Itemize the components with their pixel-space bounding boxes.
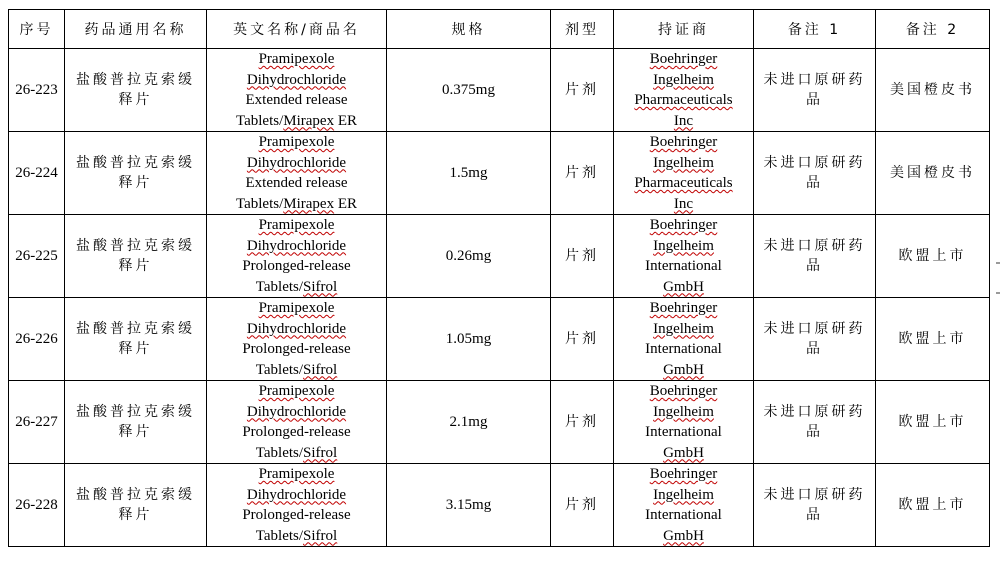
spellcheck-word: Pramipexole — [258, 383, 335, 399]
spellcheck-word: Boehringer — [649, 466, 718, 482]
english-name-cell — [207, 49, 387, 132]
spellcheck-word: Mirapex — [283, 112, 335, 129]
note-1-cell — [754, 49, 876, 132]
dosage-form-cell: 片剂 — [551, 132, 614, 215]
dosage-form-cell: 片剂 — [551, 381, 614, 464]
cell-line: 品 — [806, 258, 823, 274]
header-cell-note-1: 备注 1 — [754, 10, 876, 49]
cell-line: International — [645, 258, 722, 274]
spellcheck-word: Pramipexole — [258, 134, 335, 150]
spellcheck-word: Dihydrochloride — [246, 486, 347, 503]
header-cell-generic-name: 药品通用名称 — [65, 10, 207, 49]
cell-line: 未进口原研药 — [763, 154, 866, 171]
cell-line — [616, 153, 751, 174]
cell-line: 释片 — [118, 507, 153, 523]
english-name-cell — [207, 381, 387, 464]
row-number-cell: 26-225 — [9, 215, 65, 298]
cell-line: 未进口原研药 — [763, 320, 866, 337]
cell-line: 品 — [806, 341, 823, 357]
note-2-cell: 欧盟上市 — [876, 298, 990, 381]
cell-line: Tablets/Sifrol — [255, 361, 338, 378]
spellcheck-word: Ingelheim — [653, 154, 714, 171]
holder-cell — [614, 49, 754, 132]
cell-line: 品 — [806, 92, 823, 108]
header-row — [9, 10, 990, 49]
note-2-cell: 美国橙皮书 — [876, 132, 990, 215]
cell-line — [209, 319, 384, 340]
cell-line — [209, 70, 384, 91]
spellcheck-word: Ingelheim — [653, 71, 714, 88]
english-name-cell — [207, 215, 387, 298]
cell-line: 盐酸普拉克索缓 — [76, 71, 195, 88]
spellcheck-word: GmbH — [663, 278, 704, 295]
cell-line — [616, 132, 751, 153]
table-row — [9, 381, 990, 464]
cell-line — [616, 173, 751, 194]
note-1-cell — [754, 132, 876, 215]
spellcheck-word: Ingelheim — [653, 403, 714, 420]
cell-line — [616, 49, 751, 70]
english-name-cell — [207, 464, 387, 547]
cell-line: 盐酸普拉克索缓 — [76, 403, 195, 420]
holder-cell — [614, 298, 754, 381]
cell-line: 盐酸普拉克索缓 — [76, 486, 195, 503]
cell-line: Extended release — [245, 92, 348, 108]
cell-line: 盐酸普拉克索缓 — [76, 237, 195, 254]
spellcheck-word: Dihydrochloride — [246, 71, 347, 88]
spellcheck-word: Inc — [673, 195, 694, 212]
table-row — [9, 464, 990, 547]
holder-cell — [614, 132, 754, 215]
cell-line: Tablets/Sifrol — [255, 444, 338, 461]
cell-line: 释片 — [118, 258, 153, 274]
spellcheck-word: Ingelheim — [653, 486, 714, 503]
cell-line: Prolonged-release — [242, 424, 351, 440]
cell-line: 释片 — [118, 341, 153, 357]
cell-line — [616, 298, 751, 319]
cell-line: International — [645, 341, 722, 357]
cell-line — [616, 464, 751, 485]
spellcheck-word: Pharmaceuticals — [634, 175, 733, 191]
spellcheck-word: Pramipexole — [258, 217, 335, 233]
cell-line — [616, 236, 751, 257]
cell-line: Tablets/Mirapex ER — [235, 112, 358, 129]
cell-line — [209, 402, 384, 423]
cell-line — [209, 485, 384, 506]
spellcheck-word: Boehringer — [649, 300, 718, 316]
cell-line — [616, 277, 751, 298]
spellcheck-word: Dihydrochloride — [246, 237, 347, 254]
spellcheck-word: GmbH — [663, 361, 704, 378]
cell-line — [616, 402, 751, 423]
spec-cell: 0.26mg — [387, 215, 551, 298]
spellcheck-word: GmbH — [663, 444, 704, 461]
cell-line: International — [645, 424, 722, 440]
spellcheck-word: Boehringer — [649, 217, 718, 233]
cell-line: Tablets/Sifrol — [255, 278, 338, 295]
table-row — [9, 132, 990, 215]
dosage-form-cell: 片剂 — [551, 215, 614, 298]
edge-marker — [996, 292, 1000, 294]
cell-line: International — [645, 507, 722, 523]
holder-cell — [614, 381, 754, 464]
spellcheck-word: Boehringer — [649, 134, 718, 150]
cell-line — [616, 319, 751, 340]
cell-line — [209, 49, 384, 70]
note-1-cell — [754, 215, 876, 298]
header-cell-holder: 持证商 — [614, 10, 754, 49]
header-cell-dosage-form: 剂型 — [551, 10, 614, 49]
spellcheck-word: Boehringer — [649, 51, 718, 67]
cell-line — [616, 381, 751, 402]
cell-line: Tablets/Sifrol — [255, 527, 338, 544]
cell-line: 释片 — [118, 92, 153, 108]
note-2-cell: 欧盟上市 — [876, 215, 990, 298]
cell-line — [209, 215, 384, 236]
note-2-cell: 美国橙皮书 — [876, 49, 990, 132]
cell-line — [209, 464, 384, 485]
cell-line: 未进口原研药 — [763, 486, 866, 503]
generic-name-cell — [65, 381, 207, 464]
spec-cell: 0.375mg — [387, 49, 551, 132]
table-row — [9, 298, 990, 381]
spellcheck-word: Ingelheim — [653, 237, 714, 254]
cell-line: Prolonged-release — [242, 258, 351, 274]
header-cell-spec: 规格 — [387, 10, 551, 49]
note-2-cell: 欧盟上市 — [876, 381, 990, 464]
cell-line — [209, 236, 384, 257]
note-1-cell — [754, 464, 876, 547]
spec-cell: 3.15mg — [387, 464, 551, 547]
dosage-form-cell: 片剂 — [551, 49, 614, 132]
cell-line: 品 — [806, 507, 823, 523]
spellcheck-word: Sifrol — [303, 444, 338, 461]
header-cell-english-name: 英文名称/商品名 — [207, 10, 387, 49]
cell-line — [616, 485, 751, 506]
spec-cell: 2.1mg — [387, 381, 551, 464]
generic-name-cell — [65, 298, 207, 381]
spellcheck-word: Pramipexole — [258, 300, 335, 316]
note-1-cell — [754, 381, 876, 464]
cell-line: 盐酸普拉克索缓 — [76, 320, 195, 337]
document-page — [8, 9, 990, 547]
spec-cell: 1.5mg — [387, 132, 551, 215]
cell-line: 释片 — [118, 175, 153, 191]
cell-line: 品 — [806, 175, 823, 191]
cell-line — [616, 443, 751, 464]
spellcheck-word: Sifrol — [303, 527, 338, 544]
spellcheck-word: Pharmaceuticals — [634, 92, 733, 108]
cell-line — [616, 70, 751, 91]
table-row — [9, 49, 990, 132]
generic-name-cell — [65, 464, 207, 547]
spellcheck-word: Dihydrochloride — [246, 320, 347, 337]
table-row — [9, 215, 990, 298]
cell-line: 未进口原研药 — [763, 403, 866, 420]
cell-line — [616, 111, 751, 132]
note-1-cell — [754, 298, 876, 381]
cell-line — [209, 153, 384, 174]
cell-line: Tablets/Mirapex ER — [235, 195, 358, 212]
spellcheck-word: Ingelheim — [653, 320, 714, 337]
spellcheck-word: Sifrol — [303, 361, 338, 378]
generic-name-cell — [65, 215, 207, 298]
cell-line — [616, 194, 751, 215]
holder-cell — [614, 464, 754, 547]
row-number-cell: 26-224 — [9, 132, 65, 215]
spellcheck-word: GmbH — [663, 527, 704, 544]
cell-line: 释片 — [118, 424, 153, 440]
cell-line: Prolonged-release — [242, 507, 351, 523]
generic-name-cell — [65, 132, 207, 215]
row-number-cell: 26-227 — [9, 381, 65, 464]
spellcheck-word: Boehringer — [649, 383, 718, 399]
cell-line — [616, 90, 751, 111]
cell-line — [616, 360, 751, 381]
spellcheck-word: Dihydrochloride — [246, 403, 347, 420]
english-name-cell — [207, 298, 387, 381]
spec-cell: 1.05mg — [387, 298, 551, 381]
holder-cell — [614, 215, 754, 298]
header-cell-no: 序号 — [9, 10, 65, 49]
cell-line — [616, 215, 751, 236]
row-number-cell: 26-226 — [9, 298, 65, 381]
cell-line — [209, 381, 384, 402]
dosage-form-cell: 片剂 — [551, 298, 614, 381]
cell-line — [209, 132, 384, 153]
english-name-cell — [207, 132, 387, 215]
header-cell-note-2: 备注 2 — [876, 10, 990, 49]
row-number-cell: 26-223 — [9, 49, 65, 132]
cell-line: 未进口原研药 — [763, 71, 866, 88]
table-body — [9, 49, 990, 547]
cell-line — [209, 298, 384, 319]
drug-table — [8, 9, 990, 547]
spellcheck-word: Dihydrochloride — [246, 154, 347, 171]
cell-line: 品 — [806, 424, 823, 440]
edge-marker — [996, 262, 1000, 264]
spellcheck-word: Sifrol — [303, 278, 338, 295]
cell-line: 未进口原研药 — [763, 237, 866, 254]
cell-line: Extended release — [245, 175, 348, 191]
cell-line — [616, 526, 751, 547]
cell-line: Prolonged-release — [242, 341, 351, 357]
note-2-cell: 欧盟上市 — [876, 464, 990, 547]
spellcheck-word: Pramipexole — [258, 466, 335, 482]
row-number-cell: 26-228 — [9, 464, 65, 547]
cell-line: 盐酸普拉克索缓 — [76, 154, 195, 171]
spellcheck-word: Pramipexole — [258, 51, 335, 67]
generic-name-cell — [65, 49, 207, 132]
spellcheck-word: Mirapex — [283, 195, 335, 212]
spellcheck-word: Inc — [673, 112, 694, 129]
dosage-form-cell: 片剂 — [551, 464, 614, 547]
